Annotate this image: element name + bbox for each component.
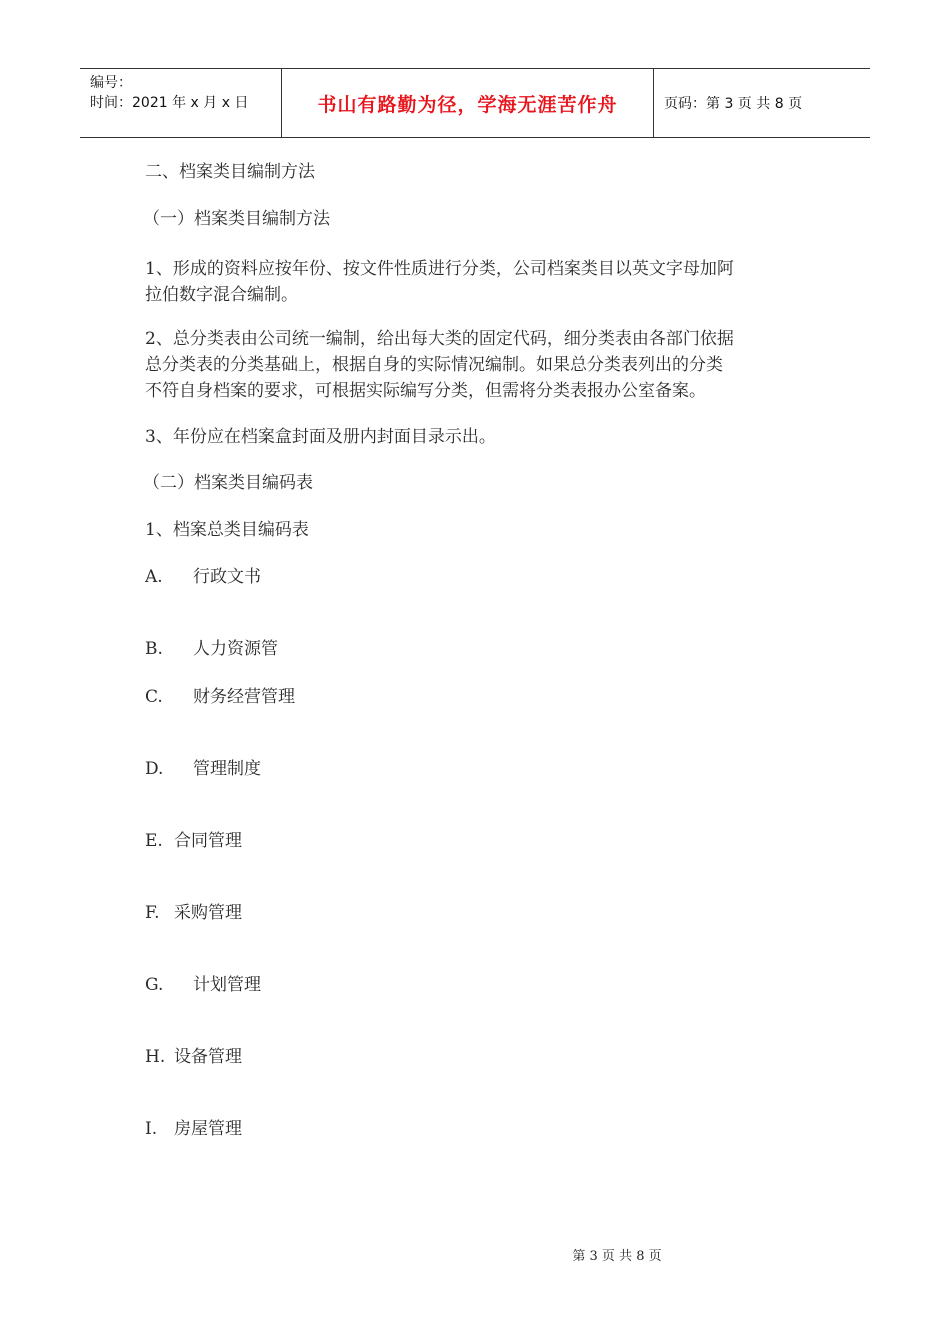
paragraph-3: 3、年份应在档案盒封面及册内封面目录示出。 bbox=[145, 427, 496, 447]
item-code: E. bbox=[145, 831, 163, 851]
page-footer bbox=[0, 1245, 950, 1264]
subsection-title-1: （一）档案类目编制方法 bbox=[143, 209, 330, 229]
item-label: 合同管理 bbox=[174, 831, 242, 851]
paragraph-2-line-2: 总分类表的分类基础上，根据自身的实际情况编制。如果总分类表列出的分类 bbox=[145, 355, 723, 375]
list-item bbox=[145, 972, 261, 998]
table-title: 1、档案总类目编码表 bbox=[145, 520, 309, 540]
section-title: 二、档案类目编制方法 bbox=[145, 162, 315, 182]
page-header bbox=[80, 68, 870, 138]
document-date-label: 时间：2021 年 x 月 x 日 bbox=[90, 95, 249, 111]
list-item bbox=[145, 1044, 242, 1070]
item-code: B. bbox=[145, 639, 163, 659]
paragraph-2-line-3: 不符自身档案的要求，可根据实际编写分类，但需将分类表报办公室备案。 bbox=[145, 381, 706, 401]
paragraph-2-line-1: 2、总分类表由公司统一编制，给出每大类的固定代码，细分类表由各部门依据 bbox=[145, 329, 734, 349]
item-code: F. bbox=[145, 903, 160, 923]
item-label: 采购管理 bbox=[174, 903, 242, 923]
list-item bbox=[145, 756, 261, 782]
list-item bbox=[145, 828, 242, 854]
item-code: H. bbox=[145, 1047, 166, 1067]
list-item bbox=[145, 900, 242, 926]
document-number-label: 编号： bbox=[90, 75, 132, 91]
paragraph-1-line-2: 拉伯数字混合编制。 bbox=[145, 285, 298, 305]
item-label: 房屋管理 bbox=[174, 1119, 242, 1139]
item-code: D. bbox=[145, 759, 164, 779]
list-item bbox=[145, 564, 261, 590]
item-code: A. bbox=[145, 567, 163, 587]
header-motto: 书山有路勤为径，学海无涯苦作舟 bbox=[317, 93, 618, 116]
item-label: 行政文书 bbox=[193, 567, 261, 587]
item-code: G. bbox=[145, 975, 164, 995]
item-label: 人力资源管 bbox=[193, 639, 278, 659]
header-motto-cell bbox=[282, 69, 654, 137]
item-label: 财务经营管理 bbox=[193, 687, 295, 707]
item-code: I. bbox=[145, 1119, 158, 1139]
paragraph-1-line-1: 1、形成的资料应按年份、按文件性质进行分类，公司档案类目以英文字母加阿 bbox=[145, 259, 734, 279]
list-item bbox=[145, 636, 278, 662]
header-page-cell bbox=[654, 69, 870, 137]
header-meta-cell bbox=[80, 69, 282, 137]
list-item bbox=[145, 1116, 242, 1142]
footer-page-number: 第 3 页 共 8 页 bbox=[572, 1249, 662, 1264]
header-page-code: 页码：第 3 页 共 8 页 bbox=[664, 96, 803, 112]
subsection-title-2: （二）档案类目编码表 bbox=[143, 473, 313, 493]
item-code: C. bbox=[145, 687, 163, 707]
item-label: 设备管理 bbox=[174, 1047, 242, 1067]
item-label: 管理制度 bbox=[193, 759, 261, 779]
item-label: 计划管理 bbox=[193, 975, 261, 995]
list-item bbox=[145, 684, 295, 710]
